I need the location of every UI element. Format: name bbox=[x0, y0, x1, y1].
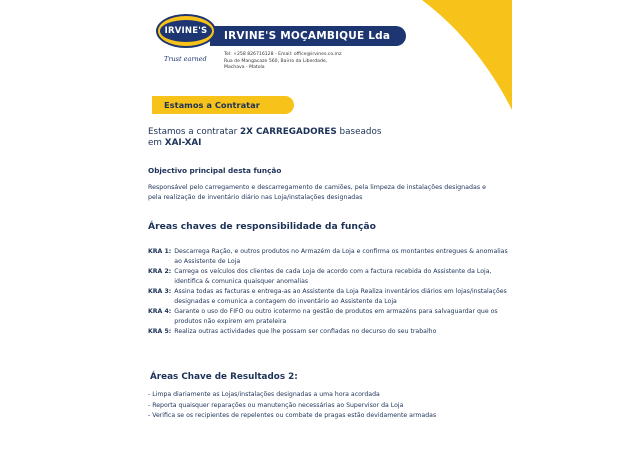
intro-prefix: Estamos a contratar bbox=[148, 127, 241, 137]
kra-text: Garante o uso do FIFO ou outro icotermo na gestão de produtos em armazéns para salvaguardar que os produtos não expirem em prateleira bbox=[174, 308, 498, 325]
logo-oval bbox=[156, 14, 216, 48]
contact-line: Rua de Mangacaze 560, Bairro da Liberdade, bbox=[224, 58, 328, 64]
intro-suffix: baseados bbox=[336, 127, 382, 137]
job-poster bbox=[128, 0, 512, 470]
position-title: 2X CARREGADORES bbox=[240, 127, 337, 137]
list-item: - Reporta quaisquer reparações ou manutenção necessárias ao Supervisor da Loja bbox=[148, 401, 404, 409]
kra-label: KRA 4: bbox=[148, 308, 172, 315]
kra-text: Realiza outras actividades que lhe possam ser confiadas no decurso do seu trabalho bbox=[174, 328, 437, 335]
intro-text bbox=[148, 127, 381, 149]
company-name-bar bbox=[210, 26, 406, 46]
hiring-banner-label: Estamos a Contratar bbox=[164, 100, 260, 110]
list-item: - Verifica se os recipientes de repelentes ou combate de pragas estão devidamente armadas bbox=[148, 412, 437, 419]
kra-text: Descarrega Ração, e outros produtos no Armazém da Loja e confirma os montantes entregues & anomalias ao Assistente de Loja bbox=[174, 248, 508, 265]
results-title: Áreas Chave de Resultados 2: bbox=[150, 372, 298, 382]
kra-label: KRA 2: bbox=[148, 268, 172, 275]
list-item bbox=[148, 267, 508, 287]
objective-text: Responsável pelo carregamento e descarregamento de camiões, pela limpeza de instalações designadas e pela realização de inventário diário nas Loja/instalações designadas bbox=[148, 184, 486, 201]
kra-label: KRA 1: bbox=[148, 248, 172, 255]
company-logo bbox=[156, 14, 216, 48]
list-item bbox=[148, 307, 508, 327]
objective-title: Objectivo principal desta função bbox=[148, 166, 282, 175]
logo-text: IRVINE'S bbox=[160, 20, 212, 42]
kra-label: KRA 3: bbox=[148, 288, 172, 295]
list-item bbox=[148, 327, 508, 337]
kra-text: Carrega os veículos dos clientes de cada Loja de acordo com a factura recebida do Assistente da Loja, identifica & comunica quaisquer anomalias bbox=[174, 268, 492, 285]
kra-text: Assina todas as facturas e entrega-as ao Assistente da Loja Realiza inventários diários em lojas/instalações designadas e comunica a contagem do inventário ao Assistente da Loja bbox=[174, 288, 507, 305]
list-item: - Limpa diariamente as Lojas/instalações designadas a uma hora acordada bbox=[148, 391, 380, 398]
hiring-banner bbox=[152, 96, 294, 114]
corner-decoration bbox=[382, 0, 512, 110]
intro-line2-prefix: em bbox=[148, 138, 165, 148]
contact-info bbox=[224, 52, 341, 72]
responsibilities-title: Áreas chaves de responsibilidade da função bbox=[148, 221, 376, 232]
list-item bbox=[148, 247, 508, 267]
results-list bbox=[148, 390, 508, 422]
kra-label: KRA 5: bbox=[148, 328, 172, 335]
list-item bbox=[148, 287, 508, 307]
job-location: XAI-XAI bbox=[164, 138, 202, 148]
logo-tagline: Trust earned bbox=[164, 55, 207, 63]
contact-line: Machava - Matola bbox=[224, 65, 265, 70]
responsibilities-list bbox=[148, 247, 508, 337]
contact-line: Tel: +258 826716128 - Email: office@irvines.co.mz bbox=[224, 52, 342, 57]
company-name: IRVINE'S MOÇAMBIQUE Lda bbox=[224, 30, 391, 42]
